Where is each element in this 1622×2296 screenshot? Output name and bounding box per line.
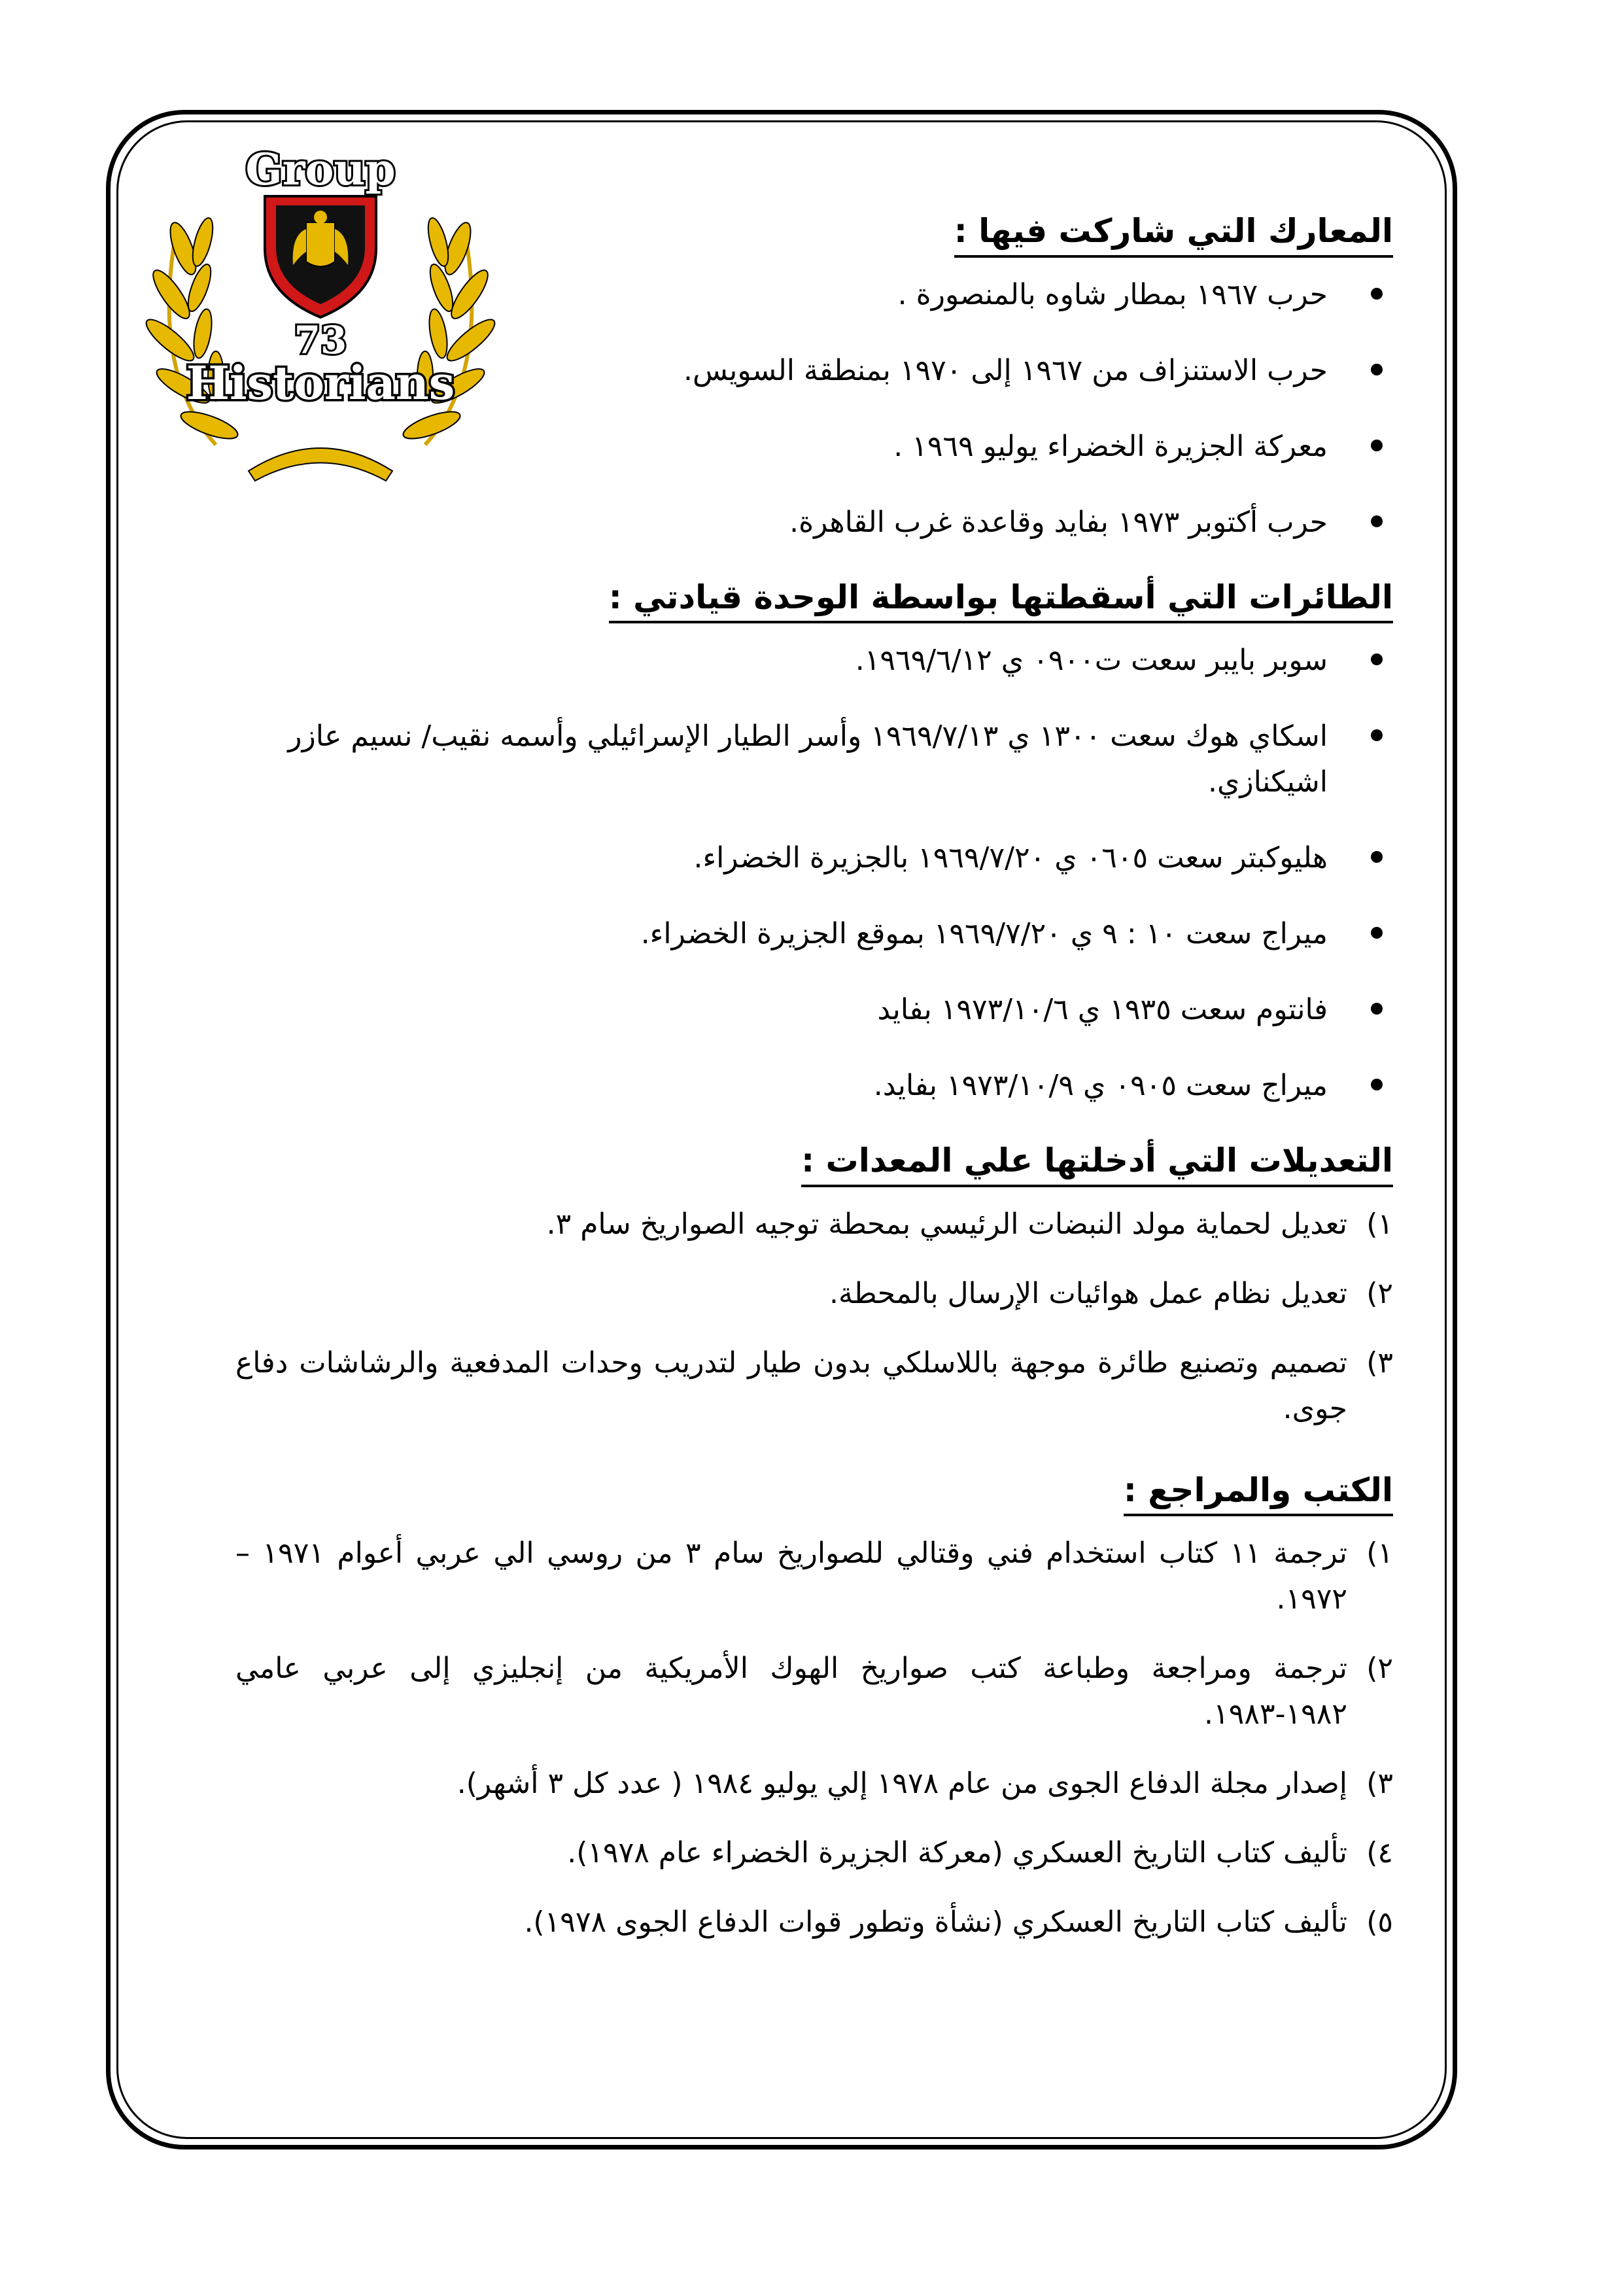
section-title-modifications: التعديلات التي أدخلتها علي المعدات : bbox=[801, 1139, 1393, 1187]
list-item: ٢) ترجمة ومراجعة وطباعة كتب صواريخ الهوك الأمريكية من إنجليزي إلى عربي عامي ١٩٨٢-١٩٨٣. bbox=[235, 1652, 1393, 1731]
list-item: ٤) تأليف كتاب التاريخ العسكري (معركة الجزيرة الخضراء عام ١٩٧٨). bbox=[567, 1836, 1393, 1870]
list-item: اسكاي هوك سعت ١٣٠٠ ي ١٩٦٩/٧/١٣ وأسر الطيار الإسرائيلي وأسمه نقيب/ نسيم عازر اشيكنازي. bbox=[235, 714, 1393, 805]
section-modifications bbox=[235, 1139, 1393, 1432]
bullet-icon bbox=[1371, 288, 1383, 300]
logo-top-text: Group bbox=[245, 144, 396, 195]
list-item: ميراج سعت ١٠ : ٩ ي ١٩٦٩/٧/٢٠ بموقع الجزيرة الخضراء. bbox=[235, 911, 1393, 957]
logo-number: 73 bbox=[294, 318, 347, 362]
list-item: سوبر بايبر سعت ت٠٩٠٠ ي ١٩٦٩/٦/١٢. bbox=[235, 638, 1393, 684]
list-item: حرب الاستنزاف من ١٩٦٧ إلى ١٩٧٠ بمنطقة السويس. bbox=[235, 348, 1393, 394]
bullet-icon bbox=[1371, 440, 1383, 451]
list-item: حرب ١٩٦٧ بمطار شاوه بالمنصورة . bbox=[235, 272, 1393, 318]
list-item: ٣) تصميم وتصنيع طائرة موجهة باللاسلكي بدون طيار لتدريب وحدات المدفعية والرشاشات دفاع جوى. bbox=[235, 1346, 1393, 1425]
bullet-icon bbox=[1371, 927, 1383, 939]
logo-bottom-text: Historians bbox=[186, 356, 455, 410]
bullet-icon bbox=[1371, 729, 1383, 741]
section-aircraft bbox=[235, 576, 1393, 1109]
books-list bbox=[235, 1531, 1393, 1945]
modifications-list bbox=[235, 1202, 1393, 1432]
list-item: ميراج سعت ٠٩٠٥ ي ١٩٧٣/١٠/٩ بفايد. bbox=[235, 1063, 1393, 1109]
list-item: ٥) تأليف كتاب التاريخ العسكري (نشأة وتطور قوات الدفاع الجوى ١٩٧٨). bbox=[524, 1905, 1393, 1939]
bullet-icon bbox=[1371, 1003, 1383, 1015]
bullet-icon bbox=[1371, 1079, 1383, 1090]
document-body bbox=[235, 183, 1393, 2080]
list-item: حرب أكتوبر ١٩٧٣ بفايد وقاعدة غرب القاهرة. bbox=[235, 500, 1393, 546]
aircraft-list bbox=[235, 638, 1393, 1109]
list-item: ١) تعديل لحماية مولد النبضات الرئيسي بمحطة توجيه الصواريخ سام ٣. bbox=[546, 1207, 1393, 1241]
section-title-books: الكتب والمراجع : bbox=[1124, 1469, 1393, 1517]
battles-list bbox=[235, 272, 1393, 546]
bullet-icon bbox=[1371, 364, 1383, 375]
bullet-icon bbox=[1371, 653, 1383, 665]
list-item: ١) ترجمة ١١ كتاب استخدام فني وقتالي للصواريخ سام ٣ من روسي الي عربي أعوام ١٩٧١ – ١٩٧٢. bbox=[235, 1537, 1393, 1616]
section-title-aircraft: الطائرات التي أسقطتها بواسطة الوحدة قيادتي : bbox=[609, 576, 1393, 624]
list-item: ٣) إصدار مجلة الدفاع الجوى من عام ١٩٧٨ إلي يوليو ١٩٨٤ ( عدد كل ٣ أشهر). bbox=[457, 1767, 1393, 1800]
section-title-battles: المعارك التي شاركت فيها : bbox=[954, 209, 1393, 258]
list-item: ٢) تعديل نظام عمل هوائيات الإرسال بالمحطة. bbox=[829, 1276, 1393, 1310]
bullet-icon bbox=[1371, 851, 1383, 863]
list-item: هليوكبتر سعت ٠٦٠٥ ي ١٩٦٩/٧/٢٠ بالجزيرة الخضراء. bbox=[235, 835, 1393, 881]
list-item: معركة الجزيرة الخضراء يوليو ١٩٦٩ . bbox=[235, 424, 1393, 470]
list-item: فانتوم سعت ١٩٣٥ ي ١٩٧٣/١٠/٦ بفايد bbox=[235, 987, 1393, 1033]
section-battles bbox=[235, 183, 1393, 546]
bullet-icon bbox=[1371, 515, 1383, 527]
section-books bbox=[235, 1469, 1393, 1946]
